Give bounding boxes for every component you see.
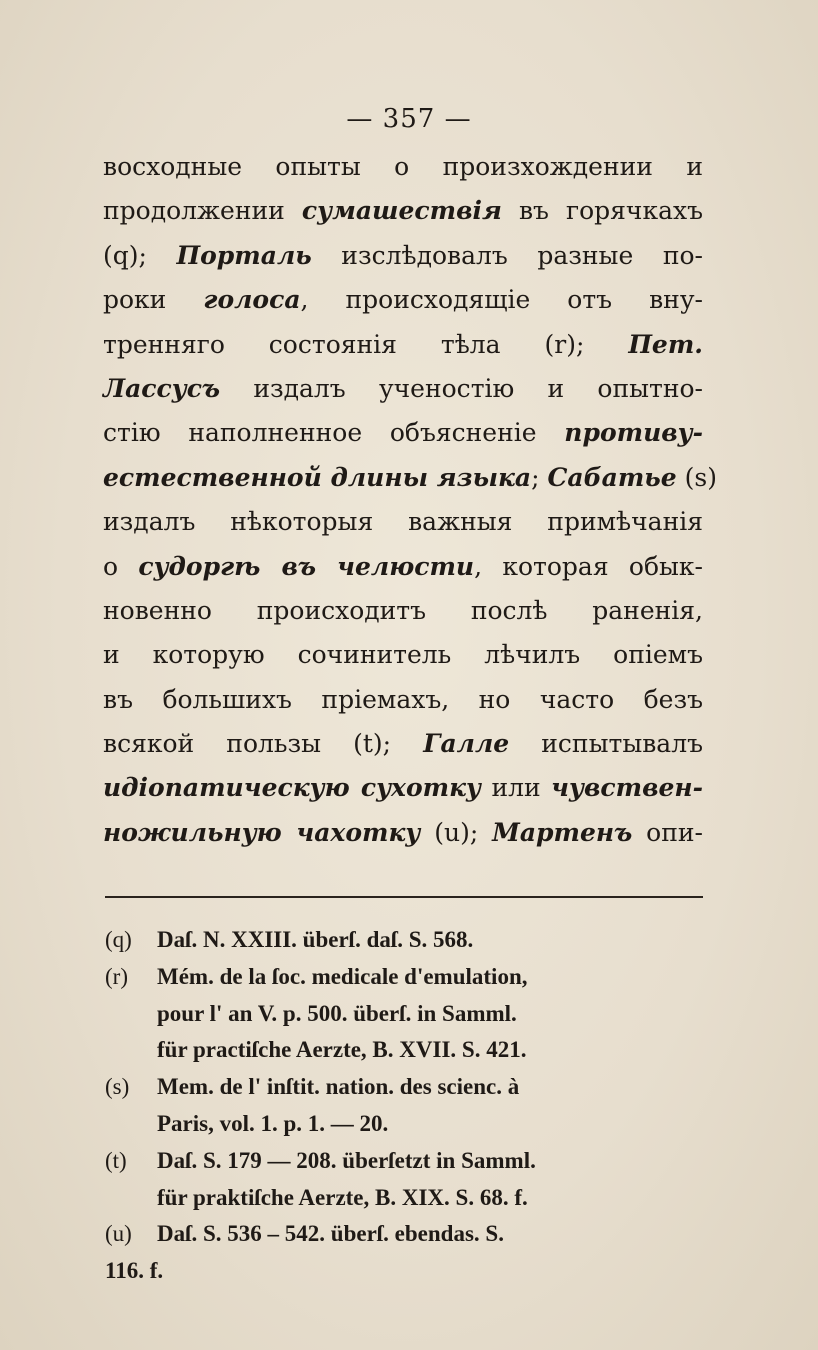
text-segment: издалъ нѣкоторыя важныя примѣчанія: [103, 507, 703, 537]
italic-term: ножильную чахотку: [103, 817, 421, 847]
italic-term: противу-: [564, 418, 703, 448]
body-line: [103, 278, 703, 322]
italic-term: естественной длины языка: [103, 462, 532, 492]
text-segment: новенно происходитъ послѣ раненія,: [103, 595, 703, 625]
body-line: [103, 323, 703, 367]
body-line: [103, 589, 703, 633]
italic-term: Лассусъ: [103, 373, 221, 403]
text-segment: (q);: [103, 240, 177, 270]
footnote-mark: (s): [105, 1074, 130, 1100]
footnote-line: Mém. de la ſoc. medicale d'emulation,: [157, 963, 528, 989]
text-segment: (s): [676, 462, 717, 492]
body-line: [103, 811, 703, 855]
text-segment: стію наполненное объясненіе: [103, 418, 565, 448]
footnote-mark: (q): [105, 927, 132, 952]
text-segment: восходные опыты о произхождении и: [103, 152, 703, 181]
italic-term: чувствен-: [551, 773, 703, 803]
text-segment: , которая обык-: [474, 551, 703, 581]
italic-term: судоргѣ въ челюсти: [138, 551, 475, 581]
body-line: [103, 678, 703, 722]
body-line: [103, 145, 703, 189]
footnote-line: für praktiſche Aerzte, B. XIX. S. 68. f.: [157, 1184, 528, 1210]
italic-term: сумашествія: [301, 196, 502, 226]
footnote-line: Daſ. N. XXIII. überſ. daſ. S. 568.: [157, 927, 474, 952]
body-line: [103, 766, 703, 810]
text-segment: изслѣдовалъ разные по-: [311, 240, 703, 270]
body-text: [103, 145, 717, 855]
footnote: [105, 959, 705, 1069]
italic-term: Порталь: [176, 240, 312, 270]
text-segment: въ большихъ пріемахъ, но часто безъ: [103, 684, 703, 714]
page-number: — 357 —: [346, 104, 472, 134]
text-segment: роки: [103, 285, 204, 315]
footnote-mark: (u): [105, 1221, 132, 1247]
footnote: [105, 922, 705, 959]
text-segment: и которую сочинитель лѣчилъ опіемъ: [103, 640, 703, 670]
text-segment: (u);: [420, 817, 493, 847]
body-line: [103, 367, 703, 411]
body-line: [103, 234, 703, 278]
text-segment: тренняго состоянія тѣла (r);: [103, 329, 629, 359]
footnote-line: 116. f.: [105, 1258, 164, 1284]
footnote-line: Daſ. S. 179 — 208. überſetzt in Samml.: [157, 1147, 536, 1173]
body-line: [103, 545, 703, 589]
footnotes: [105, 922, 705, 1290]
footnote-line: Mem. de l' inſtit. nation. des scienc. à: [157, 1074, 520, 1100]
body-line: [103, 456, 717, 500]
text-segment: испытывалъ: [509, 729, 703, 759]
body-line: [103, 633, 703, 677]
text-segment: о: [103, 551, 139, 581]
body-line: [103, 722, 703, 766]
footnote-mark: (t): [105, 1147, 127, 1173]
italic-term: голоса: [203, 285, 301, 315]
footnote-line: Daſ. S. 536 – 542. überſ. ebendas. S.: [157, 1221, 504, 1247]
footnote-line: pour l' an V. p. 500. überſ. in Samml.: [157, 1000, 517, 1026]
text-segment: въ горячкахъ: [501, 196, 703, 226]
italic-term: идіопатическую сухотку: [103, 773, 481, 803]
body-line: [103, 189, 703, 233]
text-segment: опи-: [632, 817, 703, 847]
footnote: [105, 1143, 705, 1217]
text-segment: издалъ ученостію и опытно-: [220, 373, 703, 403]
footnote: [105, 1069, 705, 1143]
italic-term: Сабатье: [547, 462, 677, 492]
footnote: [105, 1216, 705, 1290]
footnote-mark: (r): [105, 963, 128, 989]
body-line: [103, 411, 703, 455]
footnote-line: für practiſche Aerzte, B. XVII. S. 421.: [157, 1037, 527, 1063]
footnote-line: Paris, vol. 1. p. 1. — 20.: [157, 1110, 389, 1136]
italic-term: Мартенъ: [492, 817, 633, 847]
text-segment: или: [480, 773, 552, 803]
text-segment: ;: [531, 462, 548, 492]
body-line: [103, 500, 703, 544]
italic-term: Галле: [423, 729, 510, 759]
text-segment: всякой пользы (t);: [103, 729, 424, 759]
text-segment: , происходящіе отъ вну-: [300, 285, 703, 315]
footnote-divider: [105, 896, 703, 898]
text-segment: продолжении: [103, 196, 302, 226]
italic-term: Пет.: [628, 329, 703, 359]
